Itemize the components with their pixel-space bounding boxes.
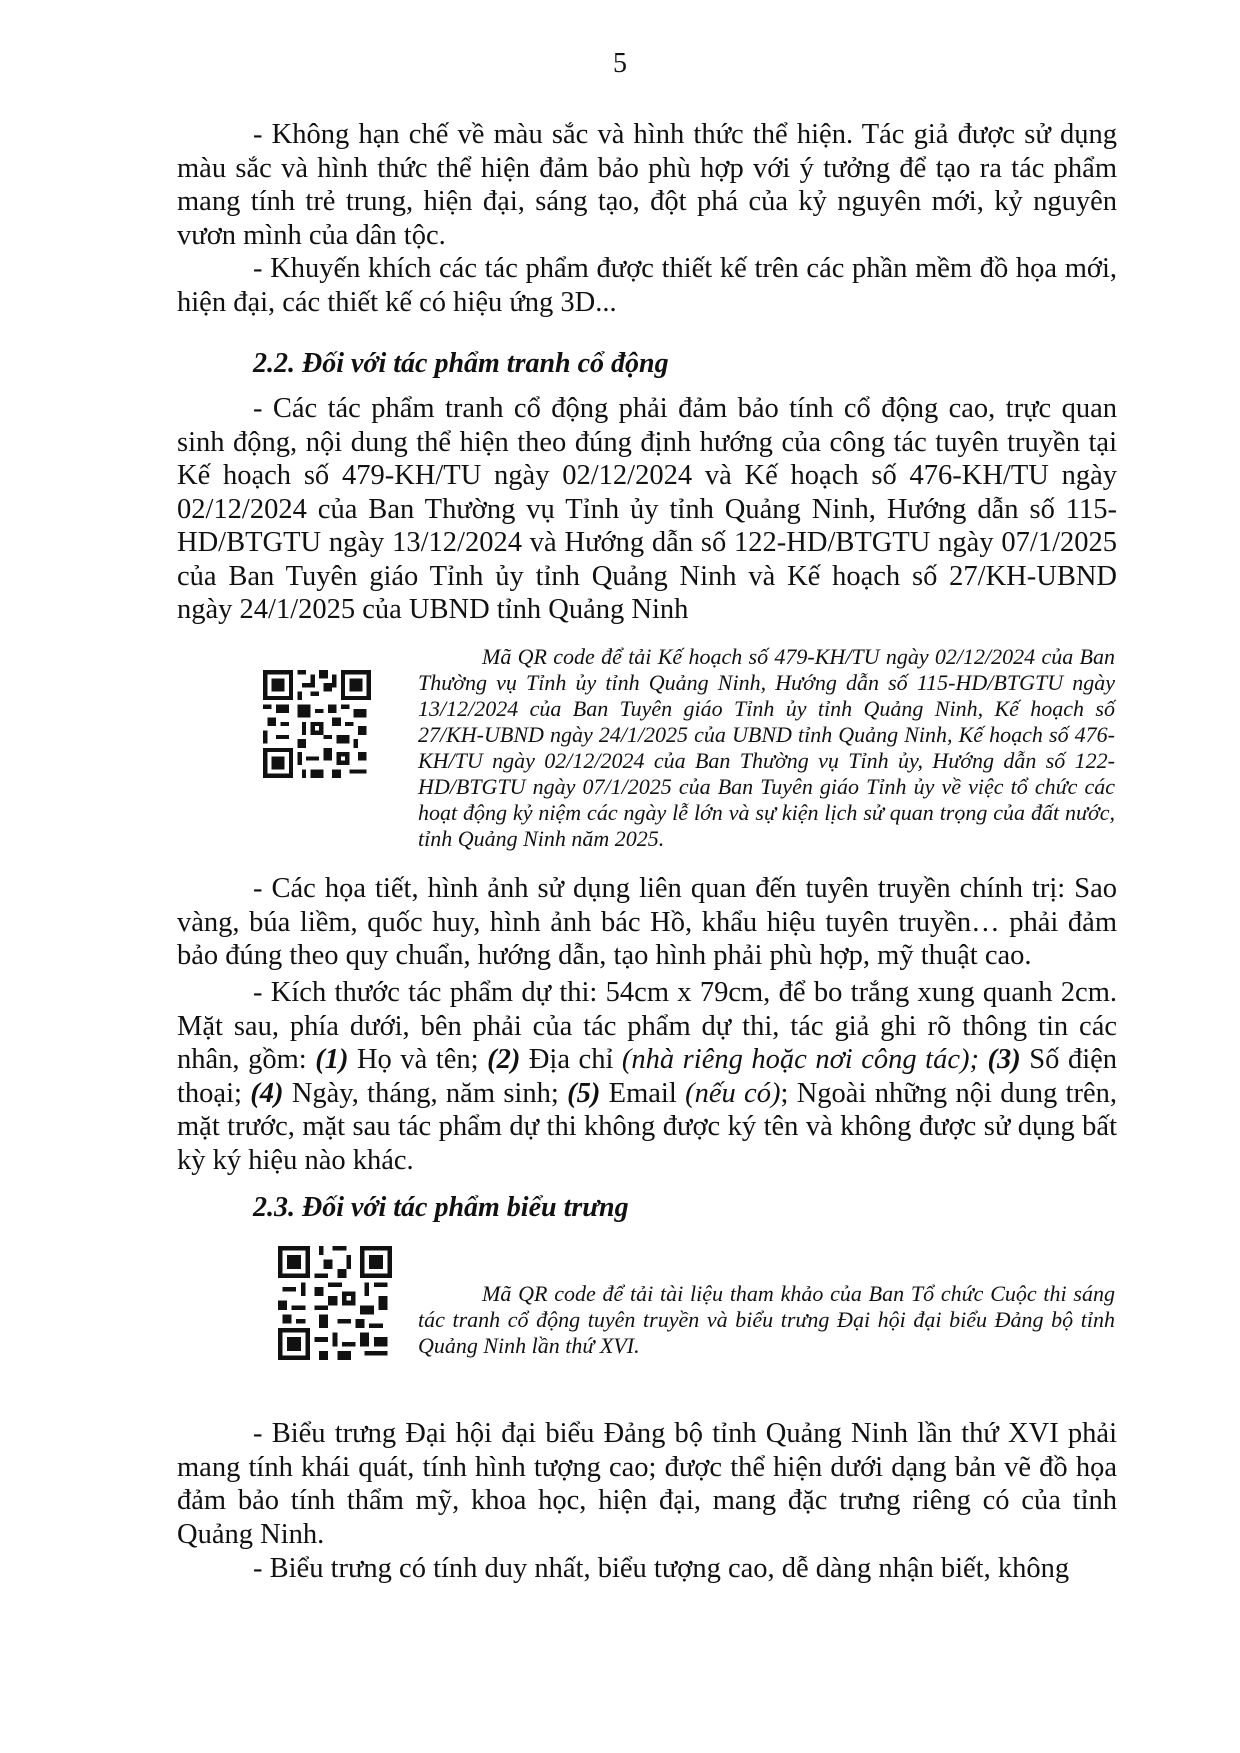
item-number: (3) (987, 1044, 1021, 1075)
paragraph-text: - Các họa tiết, hình ảnh sử dụng liên quan đến tuyên truyền chính trị: Sao vàng, búa liềm, quốc huy, hình ảnh bác Hồ, khẩu hiệu tuyên truyền… phải đảm bảo đúng theo quy chuẩn, hướng dẫn, tạo hình phải phù hợp, mỹ thuật cao. (177, 873, 1117, 971)
paragraph-text: - Biểu trưng Đại hội đại biểu Đảng bộ tỉnh Quảng Ninh lần thứ XVI phải mang tính khái quát, tính hình tượng cao; được thể hiện dưới dạng bản vẽ đồ họa đảm bảo tính thẩm mỹ, khoa học, hiện đại, mang đặc trưng riêng có của tỉnh Quảng Ninh. (177, 1418, 1117, 1550)
paragraph-poster-requirements (177, 392, 1117, 627)
item-number: (2) (487, 1044, 521, 1075)
text-run: Ngày, tháng, năm sinh; (283, 1077, 568, 1109)
section-heading-logo: 2.3. Đối với tác phẩm biểu trưng (253, 1192, 629, 1223)
paragraph-political-motifs (177, 872, 1117, 973)
qr-note-documents (418, 644, 1115, 852)
qr-code-icon[interactable] (278, 1246, 392, 1360)
text-run (979, 1044, 988, 1075)
qr-note-text: Mã QR code để tải tài liệu tham khảo của Ban Tổ chức Cuộc thi sáng tác tranh cổ động tuyên truyền và biểu trưng Đại hội đại biểu Đảng bộ tỉnh Quảng Ninh lần thứ XVI. (418, 1281, 1115, 1358)
page-number: 5 (613, 48, 627, 79)
text-run: ; Ngoài những nội dung trên, mặt trước, mặt sau tác phẩm dự thi không được ký tên và không được sử dụng bất kỳ ký hiệu nào khác. (177, 1077, 1117, 1176)
qr-note-reference (418, 1281, 1115, 1359)
text-run: Địa chỉ (520, 1044, 622, 1075)
text-run: Số điện thoại; (177, 1044, 1118, 1109)
paragraph-logo-uniqueness (177, 1552, 1117, 1586)
paragraph-text: - Các tác phẩm tranh cổ động phải đảm bảo tính cổ động cao, trực quan sinh động, nội dung thể hiện theo đúng định hướng của công tác tuyên truyền tại Kế hoạch số 479-KH/TU ngày 02/12/2024 và Kế hoạch số 476-KH/TU ngày 02/12/2024 của Ban Thường vụ Tỉnh ủy tỉnh Quảng Ninh, Hướng dẫn số 115-HD/BTGTU ngày 13/12/2024 và Hướng dẫn số 122-HD/BTGTU ngày 07/1/2025 của Ban Tuyên giáo Tỉnh ủy tỉnh Quảng Ninh và Kế hoạch số 27/KH-UBND ngày 24/1/2025 của UBND tỉnh Quảng Ninh (177, 393, 1117, 625)
paragraph-text: - Biểu trưng có tính duy nhất, biểu tượng cao, dễ dàng nhận biết, không (253, 1553, 1070, 1584)
qr-code-icon[interactable] (263, 670, 371, 778)
section-heading-poster: 2.2. Đối với tác phẩm tranh cổ động (253, 348, 669, 379)
paragraph-text: - Không hạn chế về màu sắc và hình thức thể hiện. Tác giả được sử dụng màu sắc và hình thức thể hiện đảm bảo phù hợp với ý tưởng để tạo ra tác phẩm mang tính trẻ trung, hiện đại, sáng tạo, đột phá của kỷ nguyên mới, kỷ nguyên vươn mình của dân tộc. (177, 119, 1117, 251)
item-number: (1) (315, 1044, 349, 1075)
text-run: - Kích thước tác phẩm dự thi: 54cm x 79cm, để bo trắng xung quanh 2cm. Mặt sau, phía dưới, bên phải của tác phẩm dự thi, tác giả ghi rõ thông tin các nhân, gồm: (177, 977, 1117, 1075)
paragraph-color-freedom (177, 118, 1117, 252)
text-run: Họ và tên; (348, 1044, 488, 1075)
italic-note: (nhà riêng hoặc nơi công tác); (621, 1044, 979, 1075)
paragraph-logo-requirements (177, 1417, 1117, 1551)
qr-note-text: Mã QR code để tải Kế hoạch số 479-KH/TU ngày 02/12/2024 của Ban Thường vụ Tỉnh ủy tỉnh Quảng Ninh, Hướng dẫn số 115-HD/BTGTU ngày 13/12/2024 của Ban Tuyên giáo Tỉnh ủy tỉnh Quảng Ninh, Kế hoạch số 27/KH-UBND ngày 24/1/2025 của UBND tỉnh Quảng Ninh, Kế hoạch số 476-KH/TU ngày 02/12/2024 của Ban Thường vụ Tỉnh ủy, Hướng dẫn số 122-HD/BTGTU ngày 07/1/2025 của Ban Tuyên giáo Tỉnh ủy về việc tổ chức các hoạt động kỷ niệm các ngày lễ lớn và sự kiện lịch sử quan trọng của đất nước, tỉnh Quảng Ninh năm 2025. (418, 644, 1115, 851)
paragraph-text (177, 976, 1117, 1177)
italic-note: (nếu có) (685, 1077, 781, 1109)
text-run: Email (600, 1077, 686, 1109)
item-number: (5) (567, 1077, 601, 1109)
paragraph-text: - Khuyến khích các tác phẩm được thiết kế trên các phần mềm đồ họa mới, hiện đại, các thiết kế có hiệu ứng 3D... (177, 253, 1117, 318)
item-number: (4) (250, 1077, 284, 1109)
paragraph-entry-size (177, 976, 1117, 1177)
paragraph-software-encouragement (177, 252, 1117, 319)
